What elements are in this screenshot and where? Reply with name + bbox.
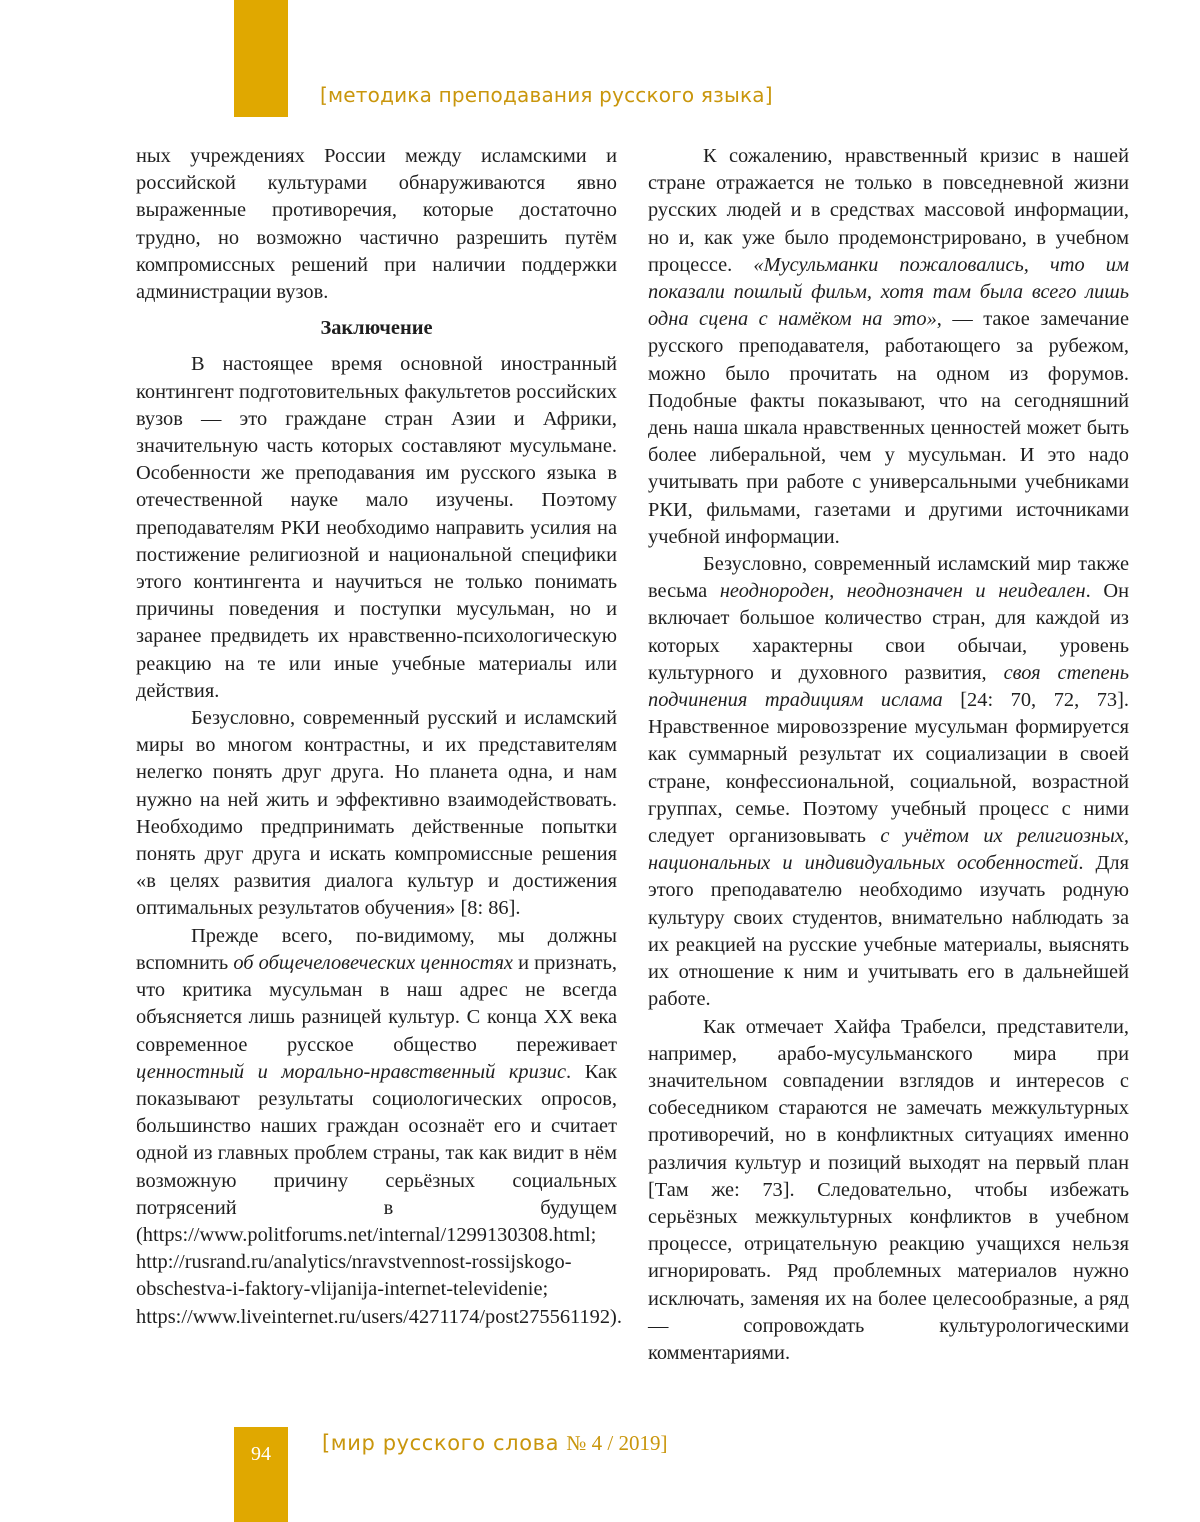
- paragraph: В настоящее время основной иностранный контингент подготовительных факультетов российских вузов — это граждане стран Азии и Африки, значительную часть которых составляют мусульмане. Особенности же преподавания им русского языка в отечественной науке мало изучены. Поэтому преподавателям РКИ необходимо направить усилия на постижение религиозной и национальной специфики этого контингента и научиться не только понимать причины поведения и поступки мусульман, но и заранее предвидеть их нравственно-психологическую реакцию на те или иные учебные материалы или действия.: [136, 353, 617, 702]
- paragraph-intro: ных учреждениях России между исламскими и российской культурами обнаруживаются явно выраженные противоречия, которые достаточно трудно, но возможно частично разрешить путём компромиссных решений при наличии поддержки администрации вузов.: [136, 145, 617, 304]
- header-accent-bar: [234, 0, 288, 117]
- left-column: [136, 143, 622, 1331]
- paragraph: Безусловно, современный русский и исламский миры во многом контрастны, и их представителям нелегко понять друг друга. Но планета одна, и нам нужно на ней жить и эффективно взаимодействовать. Необходимо предпринимать действенные попытки понять друг друга и искать компромиссные решения «в целях развития диалога культур и достижения оптимальных результатов обучения» [8: 86].: [136, 707, 617, 920]
- section-title: [методика преподавания русского языка]: [320, 83, 773, 107]
- issue-number: № 4 / 2019]: [566, 1431, 668, 1455]
- journal-title: [мир русского слова № 4 / 2019]: [322, 1431, 668, 1455]
- footer-accent-bar: [234, 1427, 288, 1522]
- reference-link[interactable]: https://www.politforums.net/internal/1299130308.html: [142, 1223, 591, 1246]
- right-column: [648, 143, 1129, 1367]
- section-heading: Заключение: [320, 317, 433, 340]
- paragraph: Как отмечает Хайфа Трабелси, представители, например, арабо-мусульманского мира при значительном совпадении взглядов и интересов с собеседником стараются не замечать межкультурных противоречий, но в конфликтных ситуациях именно различия культур и позиций выходят на первый план [Там же: 73]. Следовательно, чтобы избежать серьёзных межкультурных конфликтов в учебном процессе, отрицательную реакцию учащихся нельзя игнорировать. Ряд проблемных материалов нужно исключать, заменяя их на более целесообразные, а ряд — сопровождать культурологическими комментариями.: [648, 1015, 1129, 1364]
- page-number: 94: [251, 1443, 271, 1465]
- paragraph: Безусловно, современный исламский мир также весьма неоднороден, неоднозначен и неидеален. Он включает большое количество стран, для каждой из которых характерны свои обычаи, уровень культурного и духовного развития, своя степень подчинения традициям ислама [24: 70, 72, 73]. Нравственное мировоззрение мусульман формируется как суммарный результат их социализации в своей стране, конфессиональной, социальной, возрастной группах, семье. Поэтому учебный процесс с ними следует организовывать с учётом их религиозных, национальных и индивидуальных особенностей. Для этого преподавателю необходимо изучать родную культуру своих студентов, внимательно наблюдать за их реакцией на русские учебные материалы, выяснять их отношение к ним и учитывать его в дальнейшей работе.: [648, 553, 1130, 1011]
- paragraph: Прежде всего, по-видимому, мы должны вспомнить об общечеловеческих ценностях и признать, что критика мусульман в наш адрес не всегда объясняется лишь разницей культур. С конца XX века современное русское общество переживает ценностный и морально-нравственный кризис. Как показывают результаты социологических опросов, большинство наших граждан осознаёт его и считает одной из главных проблем страны, так как видит в нём возможную причину серьёзных социальных потрясений в будущем (https://www.politforums.net/internal/1299130308.html; http://rusrand.ru/analytics/nravstvennost-rossijskogo-obschestva-i-faktory-vlijanija-internet-televidenie; https://www.liveinternet.ru/users/4271174/post275561192).: [136, 924, 622, 1328]
- reference-link[interactable]: https://www.liveinternet.ru/users/4271174/post275561192: [136, 1305, 611, 1328]
- paragraph: К сожалению, нравственный кризис в нашей стране отражается не только в повседневной жизни русских людей и в средствах массовой информации, но и, как уже было продемонстрировано, в учебном процессе. «Мусульманки пожаловались, что им показали пошлый фильм, хотя там была всего лишь одна сцена с намёком на это», — такое замечание русского преподавателя, работающего за рубежом, можно было прочитать на одном из форумов. Подобные факты показывают, что на сегодняшний день наша шкала нравственных ценностей может быть более либеральной, чем у мусульман. И это надо учитывать при работе с универсальными учебниками РКИ, фильмами, газетами и другими источниками учебной информации.: [648, 145, 1130, 548]
- reference-link[interactable]: http://rusrand.ru/analytics/nravstvennost-rossijskogo-obschestva-i-faktory-vlijanija-internet-televidenie: [136, 1251, 572, 1301]
